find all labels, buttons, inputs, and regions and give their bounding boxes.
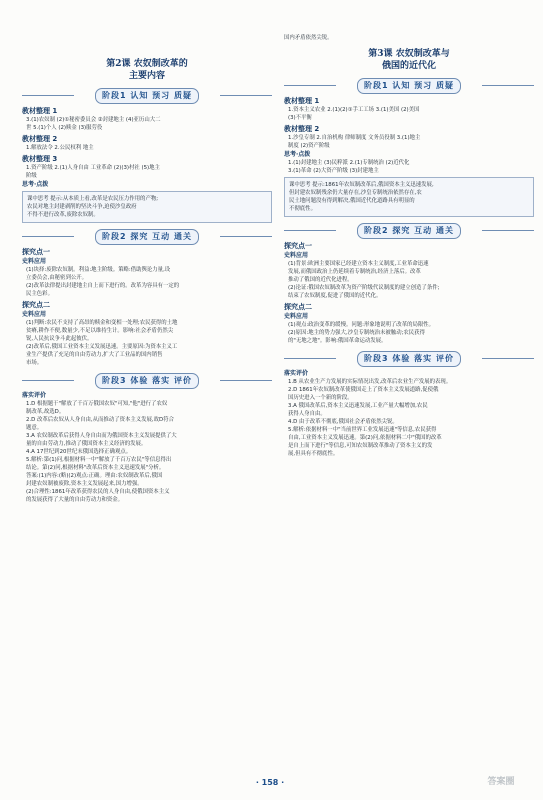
answer-line: 1.资本主义农业 2.(1)(2)①手工工场 3.(1)美国 (2)美国: [288, 107, 420, 113]
answer-line: 2.D 1861年农奴制改革使俄国走上了资本主义发展道路,促使俄: [288, 387, 439, 393]
answer-line: 是自上而下进行"等信息,可知农奴制改革推动了资本主义的发: [288, 443, 433, 449]
answer-line: (2)原因:地主的势力强大,沙皇专制统治未被触动;农民获得: [288, 330, 425, 336]
answer-line: 3.A 俄国改革后,资本主义迅速发展,工业产量大幅增加,农民: [288, 403, 428, 409]
answer-line: 量的自由劳动力,推动了俄国资本主义经济的发展。: [26, 441, 147, 447]
answer-line: 结束了农奴制度,促进了俄国的近代化。: [288, 293, 382, 299]
stage-2-banner: 阶段2 探究 互动 通关: [22, 229, 272, 243]
stage-3-banner: 阶段3 体验 落实 评价: [22, 373, 272, 387]
textbook-heading-2: 教材整理 2: [284, 125, 320, 133]
answer-line: 市场。: [26, 360, 43, 366]
answer-line: 世 5.(1)个人 (2)赎金 (3)服劳役: [26, 125, 103, 131]
think-heading: 思考·点拨: [284, 151, 311, 158]
page-number: · 158 ·: [255, 778, 285, 787]
evaluation-heading: 落实评价: [22, 392, 47, 399]
answer-line: 答案:(1)内容:(略)(2)观点:正确。理由:农奴制改革后,俄国: [26, 473, 163, 479]
answer-line: (1)判断:农民不支持了高昂的赎金和变相一处理;农民获得的土地: [26, 320, 178, 326]
answer-line: 5.解析:第(1)问,根据材料一中"解放了千百万农民"等信息得出: [26, 457, 172, 463]
answer-line: (1)块择:废除农奴制。利益:地主阶级。策略:借助舆论力量,设: [26, 267, 171, 273]
answer-line: 3.A 农奴制改革后获得人身自由而为俄国资本主义发展提供了大: [26, 433, 177, 439]
answer-line: 推动了俄国的近代化进程。: [288, 277, 353, 283]
answer-line: 结论。第(2)问,根据材料"改革后资本主义迅速发展"分析。: [26, 465, 165, 471]
answer-line: 发展,而俄国政治上仍延续着专制统治,经济上落后。改革: [288, 269, 421, 275]
textbook-heading-3: 教材整理 3: [22, 155, 58, 163]
answer-line: (1)观点:政治变革的缓慢。问题:形象地说明了改革的局限性。: [288, 322, 435, 328]
lesson-subtitle-2: 主要内容: [128, 71, 165, 81]
answer-line: 贫瘠,耕作不便,数量少,不足以维持生计。影响:社会矛盾仍然尖: [26, 328, 174, 334]
lesson-subtitle-3: 俄国的近代化: [381, 61, 436, 71]
answer-line: 自由,工业资本主义发展迅速。第(2)问,依据材料二中"俄国的改革: [288, 435, 442, 441]
answer-line: 制改革,故选D。: [26, 409, 65, 415]
answer-line: 民主色彩。: [26, 291, 53, 297]
answer-line: 1.D 根据题干"解放了千百万俄国农奴"可知,"他"进行了农奴: [26, 401, 168, 407]
source-heading: 史料应用: [284, 252, 309, 259]
textbook-heading-1: 教材整理 1: [22, 107, 58, 115]
stage-1-banner: 阶段1 认知 预习 质疑: [22, 88, 272, 102]
textbook-heading-2: 教材整理 2: [22, 135, 58, 143]
stage-2-banner: 阶段2 探究 互动 通关: [284, 223, 534, 237]
answer-line: 展,但具有不彻底性。: [288, 451, 339, 457]
stage-3-banner: 阶段3 体验 落实 评价: [284, 351, 534, 365]
think-box: 课中思考 提示:从本质上看,改革是农民压力作用的产物; 农民对地主封建剥削的坚决斗争,迫使沙皇政府 不得不进行改革,废除农奴制。: [22, 191, 272, 223]
source-heading: 史料应用: [22, 258, 47, 265]
evaluation-heading: 落实评价: [284, 370, 309, 377]
answer-line: (3)不平衡: [288, 115, 312, 121]
explore-heading-1: 探究点一: [284, 242, 312, 250]
carry-over-line: 国内矛盾依然尖锐。: [284, 35, 333, 41]
think-box: 课中思考 提示:1861年农奴制改革后,俄国资本主义迅速发展, 但封建农奴制残余仍大量存在,沙皇专制统治依然存在,农 民土地问题没有得到解决,俄国近代化道路具有明显的 不彻底性。: [284, 177, 534, 217]
answer-line: (2)改革后,俄国工业资本主义发展迅速。主要原因:为资本主义工: [26, 344, 178, 350]
explore-heading-2: 探究点二: [22, 301, 50, 309]
answer-line: 国历史进入一个新的阶段。: [288, 395, 353, 401]
answer-line: 1.沙皇专制 2.自治机构 律师制度 文务员役制 3.(1)地主: [288, 135, 421, 141]
source-heading: 史料应用: [22, 311, 47, 318]
answer-line: 1.解放法令 2.公民权利 地主: [26, 145, 94, 151]
answer-line: 3.(1)农奴制 (2)①秘密委员会 ②封建地主 (4)亚历山大二: [26, 117, 161, 123]
answer-line: 立委员会,由秘密到公开。: [26, 275, 88, 281]
answer-line: 1.(1)封建地主 (3)民粹派 2.(1)专制统治 (2)近代化: [288, 160, 410, 166]
explore-heading-1: 探究点一: [22, 248, 50, 256]
lesson-title-2: 第2课 农奴制改革的: [106, 59, 188, 69]
answer-line: (2)合理性:1861年改革获得农民的人身自由,使俄国资本主义: [26, 489, 170, 495]
answer-line: 的"无地之地"。影响:俄国革命运动发展。: [288, 338, 387, 344]
answer-line: 1.B 从农业生产力发展的实际情况出发,改革后农业生产发展的表现。: [288, 379, 452, 385]
lesson-title-3: 第3课 农奴制改革与: [368, 49, 450, 59]
left-column: [22, 58, 272, 504]
answer-line: (2)论证:俄国农奴制改革为资产阶级代议制度的建立创造了条件;: [288, 285, 440, 291]
answer-line: 4.A 17世纪到20世纪末俄国选择正确观点。: [26, 449, 132, 455]
watermark-logo: 答案圈: [487, 777, 515, 787]
answer-line: 锐,人民抗议争斗此起彼伏。: [26, 336, 93, 342]
answer-line: 3.(1)革命 (2)大资产阶级 (3)封建地主: [288, 168, 379, 174]
answer-line: 业生产提供了充足的自由劳动力,扩大了工业品的国内销售: [26, 352, 163, 358]
stage-1-banner: 阶段1 认知 预习 质疑: [284, 78, 534, 92]
textbook-heading-1: 教材整理 1: [284, 97, 320, 105]
answer-line: (1)背景:欧洲主要国家已经建立资本主义制度,工业革命迅速: [288, 261, 429, 267]
answer-line: 获得人身自由。: [288, 411, 326, 417]
answer-line: 1.资产阶级 2.(1)人身自由 工业革命 (2)(3)村社 (5)地主: [26, 165, 160, 171]
answer-line: 阶级: [26, 173, 37, 179]
answer-line: 制度 (2)资产阶级: [288, 143, 330, 149]
answer-line: 题意。: [26, 425, 43, 431]
right-column: [284, 34, 534, 458]
source-heading: 史料应用: [284, 313, 309, 320]
answer-line: 5.解析:依据材料一中"当前世界工业发展迅速"等信息,农民获得: [288, 427, 437, 433]
think-heading: 思考·点拨: [22, 181, 49, 188]
answer-line: 封建农奴制被废除,资本主义发展起来,国力增强。: [26, 481, 143, 487]
answer-line: (2)改革法律提出封建地主自上而下进行的。改革为容具有一定的: [26, 283, 180, 289]
explore-heading-2: 探究点二: [284, 303, 312, 311]
answer-line: 4.D 由于改革不彻底,俄国社会矛盾依然尖锐。: [288, 419, 398, 425]
answer-line: 2.D 改革后农奴从人身自由,从而推动了资本主义发展,故D符合: [26, 417, 174, 423]
answer-line: 的发展获得了大量的自由劳动力和资金。: [26, 497, 124, 503]
